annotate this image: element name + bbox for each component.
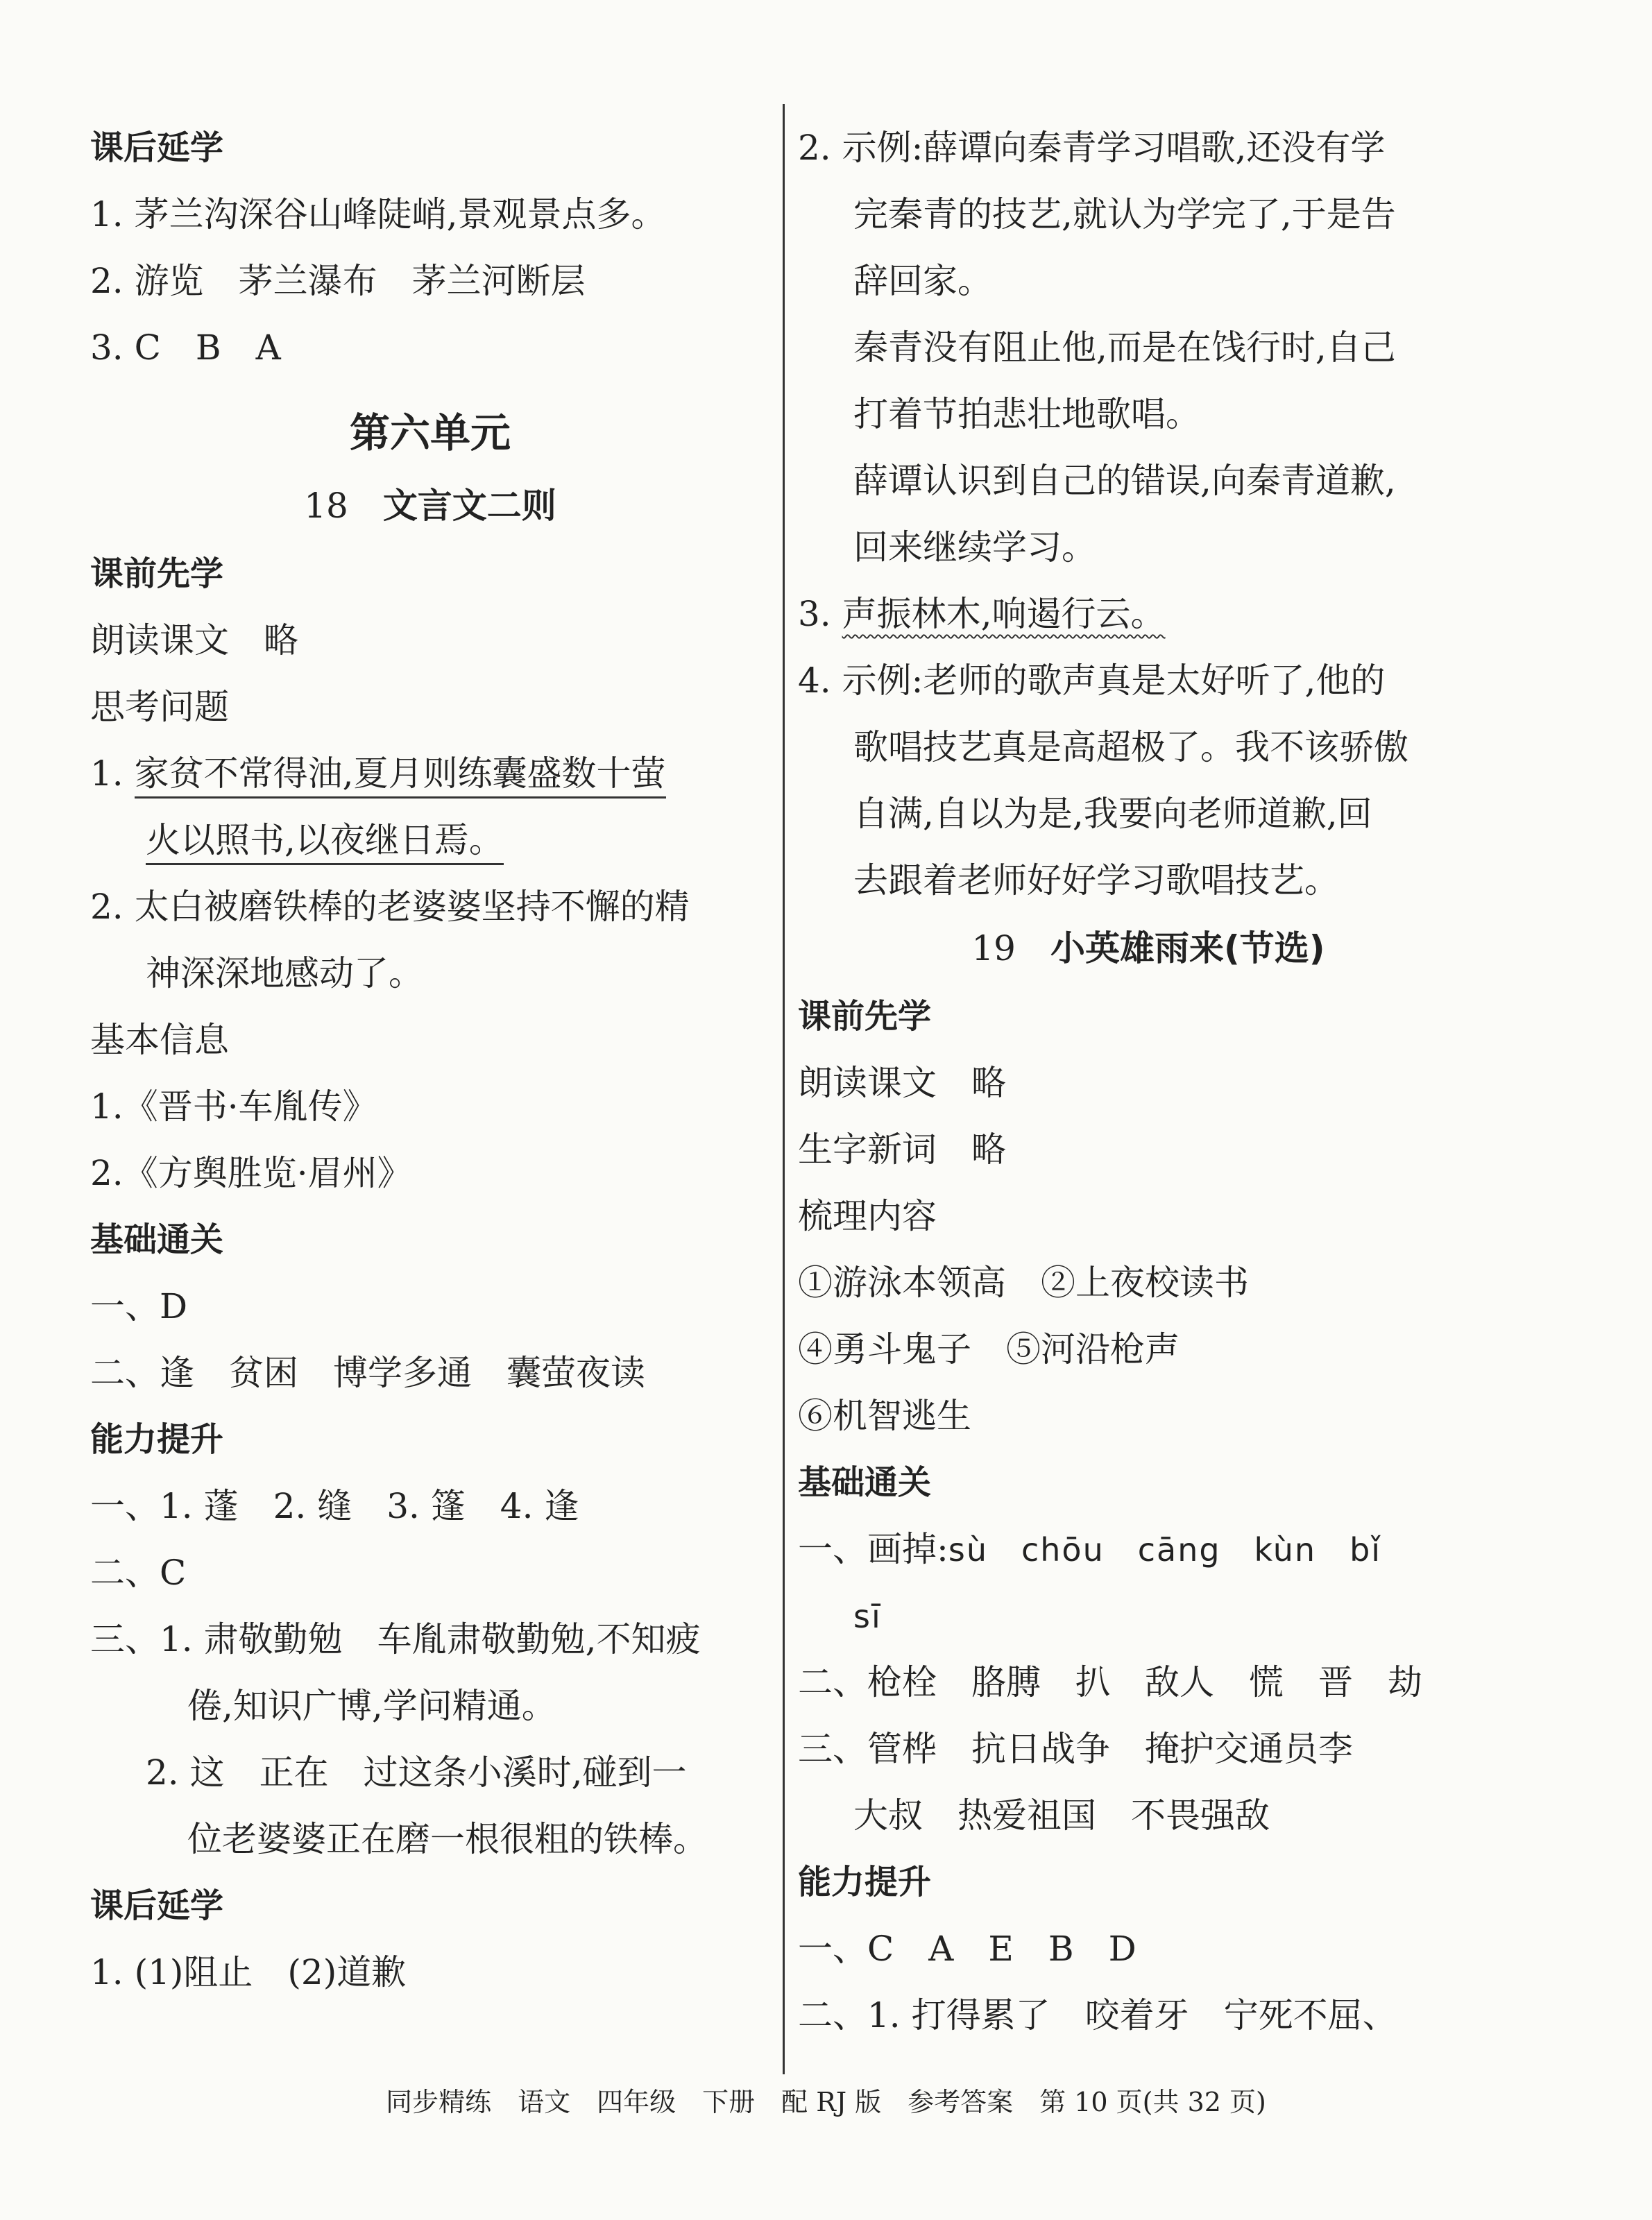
answer-line: 2. 游览 茅兰瀑布 茅兰河断层 [90,261,586,301]
section-heading: 课后延学 [90,128,224,167]
lesson-title [90,471,770,540]
answer-line [798,1582,1499,1649]
answer-line: 薛谭认识到自己的错误,向秦青道歉, [853,461,1396,501]
answer-line: 1. (1)阻止 (2)道歉 [90,1952,407,1992]
answer-line: 2. 太白被磨铁棒的老婆婆坚持不懈的精 [90,887,690,927]
answer-line: 打着节拍悲壮地歌唱。 [853,394,1200,434]
answer-line: 思考问题 [90,687,229,727]
pinyin-text: sī [853,1598,882,1635]
lesson-number: 19 [971,928,1016,968]
answer-line: 一、1. 蓬 2. 缝 3. 篷 4. 逢 [90,1486,579,1526]
answer-line: 朗读课文 略 [798,1063,1006,1103]
answer-line: 回来继续学习。 [853,527,1096,567]
section-heading: 能力提升 [90,1420,224,1459]
answer-line: 1.《晋书·车胤传》 [90,1086,377,1127]
answer-line: 3. C B A [90,327,281,368]
answer-line: 生字新词 略 [798,1129,1006,1170]
answer-line: 二、枪栓 胳膊 扒 敌人 慌 晋 劫 [798,1662,1422,1702]
answer-line: 二、C [90,1553,187,1593]
answer-line: 基本信息 [90,1020,229,1060]
underlined-text: 火以照书,以夜继日焉。 [146,820,504,865]
item-number: 3. [798,594,842,634]
lesson-number: 18 [304,486,348,526]
section-heading: 基础通关 [90,1220,224,1259]
section-heading: 基础通关 [798,1463,932,1502]
answer-line: 大叔 热爱祖国 不畏强敌 [853,1795,1270,1836]
lesson-name: 小英雄雨来(节选) [1050,928,1325,968]
unit-title: 第六单元 [349,409,511,456]
section-heading: 课前先学 [798,997,932,1036]
pinyin-text: sù chōu cāng kùn bǐ [948,1531,1382,1569]
answer-line: 三、管桦 抗日战争 掩护交通员李 [798,1729,1353,1769]
right-column [798,114,1499,2049]
answer-line: 辞回家。 [853,261,992,301]
answer-line: 三、1. 肃敬勤勉 车胤肃敬勤勉,不知疲 [90,1619,701,1659]
answer-line [90,740,770,807]
answer-line: 梳理内容 [798,1196,937,1236]
item-number: 1. [90,753,135,794]
column-divider [783,104,785,2074]
section-heading: 能力提升 [798,1863,932,1902]
answer-line: 2. 示例:薛谭向秦青学习唱歌,还没有学 [798,128,1386,168]
answer-line: 二、1. 打得累了 咬着牙 宁死不屈、 [798,1995,1397,2035]
lesson-name: 文言文二则 [382,486,556,526]
answer-line: 一、C A E B D [798,1929,1136,1969]
answer-line [798,581,1499,647]
page-footer: 同步精练 语文 四年级 下册 配 RJ 版 参考答案 第 10 页(共 32 页) [386,2087,1266,2117]
answer-line [90,807,770,873]
answer-line: 2. 这 正在 过这条小溪时,碰到一 [146,1752,687,1793]
answer-line: 完秦青的技艺,就认为学完了,于是告 [853,194,1396,234]
answer-line: 朗读课文 略 [90,620,298,660]
answer-line: 1. 茅兰沟深谷山峰陡峭,景观景点多。 [90,194,666,234]
answer-line: 歌唱技艺真是高超极了。我不该骄傲 [853,727,1408,767]
section-heading: 课前先学 [90,554,224,593]
answer-line: ①游泳本领高 ②上夜校读书 [798,1263,1249,1303]
lesson-title [798,914,1499,983]
section-heading: 课后延学 [90,1886,224,1925]
answer-line: 去跟着老师好好学习歌唱技艺。 [853,860,1339,900]
answer-line: ⑥机智逃生 [798,1396,971,1436]
answer-line: 4. 示例:老师的歌声真是太好听了,他的 [798,660,1386,701]
answer-line: 一、D [90,1286,188,1326]
answer-line [798,1516,1499,1582]
answer-line: 自满,自以为是,我要向老师道歉,回 [853,794,1372,834]
answer-line: 神深深地感动了。 [146,953,423,993]
underlined-text: 家贫不常得油,夏月则练囊盛数十萤 [135,753,666,799]
answer-line: 2.《方舆胜览·眉州》 [90,1153,412,1193]
answer-line: 秦青没有阻止他,而是在饯行时,自己 [853,327,1396,368]
answer-line: 二、逢 贫困 博学多通 囊萤夜读 [90,1353,645,1393]
answer-line: 倦,知识广博,学问精通。 [187,1686,556,1726]
answer-line: 位老婆婆正在磨一根很粗的铁棒。 [187,1819,708,1859]
left-column [90,114,770,2006]
answer-prefix: 一、画掉: [798,1529,948,1569]
wavy-underlined-text: 声振林木,响遏行云。 [842,594,1166,634]
answer-line: ④勇斗鬼子 ⑤河沿枪声 [798,1329,1180,1369]
